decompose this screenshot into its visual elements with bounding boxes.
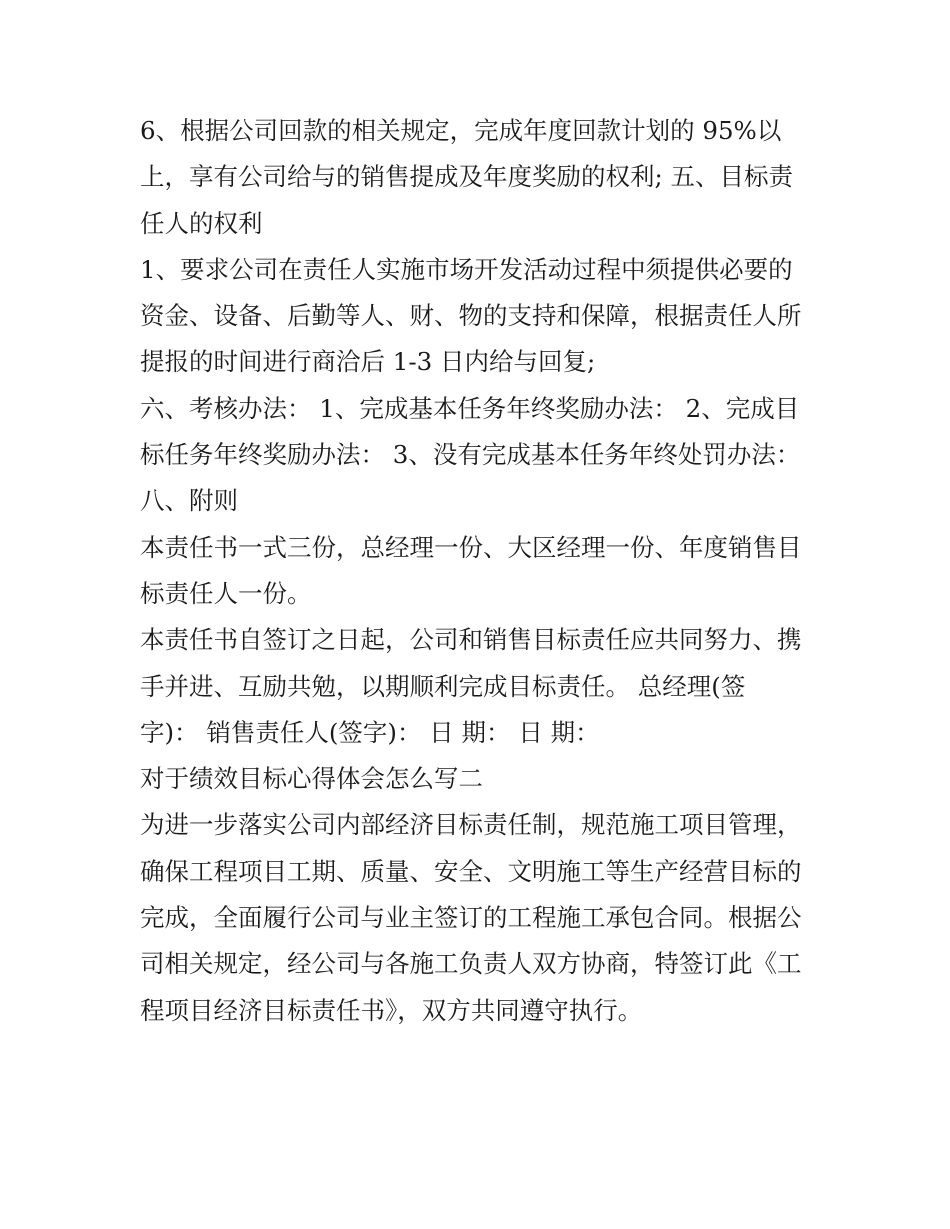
text-line: 1、要求公司在责任人实施市场开发活动过程中须提供必要的 (140, 254, 793, 284)
text-line: 标任务年终奖励办法： 3、没有完成基本任务年终处罚办法： (140, 440, 801, 470)
text-line: 手并进、互励共勉，以期顺利完成目标责任。 总经理(签 (140, 671, 746, 701)
text-line: 为进一步落实公司内部经济目标责任制，规范施工项目管理， (140, 810, 802, 840)
text-line: 6、根据公司回款的相关规定，完成年度回款计划的 95%以 (140, 116, 782, 145)
text-line: 提报的时间进行商洽后 1-3 日内给与回复; (140, 347, 596, 377)
section-heading: 八、附则 (140, 486, 238, 516)
text-line: 资金、设备、后勤等人、财、物的支持和保障，根据责任人所 (140, 301, 802, 331)
text-line: 本责任书一式三份，总经理一份、大区经理一份、年度销售目 (140, 532, 802, 562)
text-line: 司相关规定，经公司与各施工负责人双方协商，特签订此《工 (140, 949, 802, 979)
text-line: 标责任人一份。 (140, 578, 312, 608)
signature-line: 字)： 销售责任人(签字)： 日 期： 日 期： (140, 717, 600, 747)
text-line: 完成，全面履行公司与业主签订的工程施工承包合同。根据公 (140, 903, 802, 933)
document-body (140, 108, 820, 1034)
section-heading: 对于绩效目标心得体会怎么写二 (140, 764, 483, 794)
text-line: 六、考核办法： 1、完成基本任务年终奖励办法： 2、完成目 (140, 393, 800, 423)
text-line: 确保工程项目工期、质量、安全、文明施工等生产经营目标的 (140, 856, 802, 886)
text-line: 程项目经济目标责任书》，双方共同遵守执行。 (140, 995, 643, 1025)
text-line: 本责任书自签订之日起，公司和销售目标责任应共同努力、携 (140, 625, 802, 655)
text-line: 上，享有公司给与的销售提成及年度奖励的权利; 五、目标责 (140, 162, 794, 192)
text-line: 任人的权利 (140, 208, 263, 238)
